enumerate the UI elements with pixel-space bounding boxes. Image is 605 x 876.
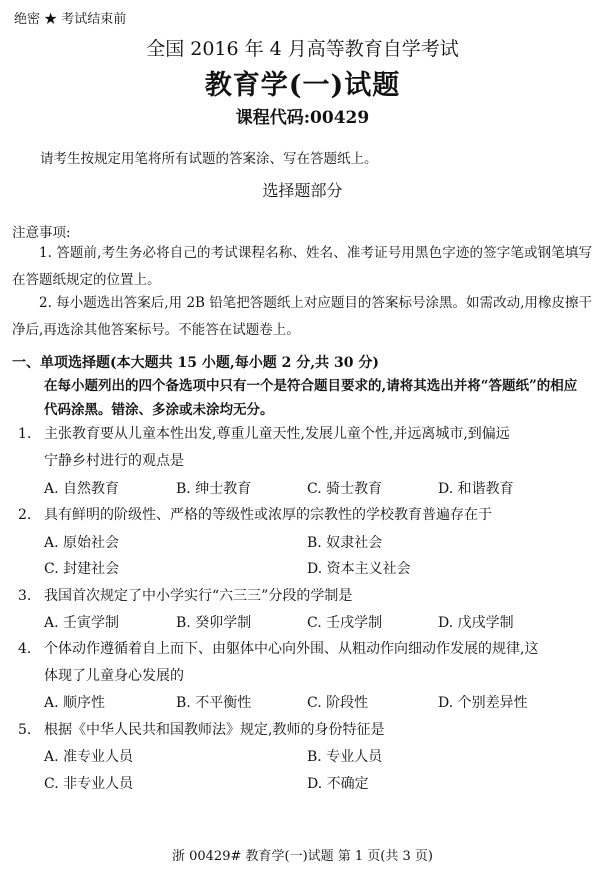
option-d: D. 个别差异性 [438,695,528,711]
question-stem [18,584,588,609]
question-text: 主张教育要从儿童本性出发,尊重儿童天性,发展儿童个性,并远离城市,到偏远 [44,426,510,442]
option-c: C. 非专业人员 [44,776,134,792]
question-text: 具有鲜明的阶级性、严格的等级性或浓厚的宗教性的学校教育普遍存在于 [44,507,492,523]
option-d: D. 不确定 [307,776,369,792]
option-b: B. 专业人员 [307,749,383,765]
option-b: B. 不平衡性 [176,695,252,711]
question-stem-cont: 宁静乡村进行的观点是 [44,453,184,469]
section-heading: 一、单项选择题(本大题共 15 小题,每小题 2 分,共 30 分) [12,355,379,371]
option-c: C. 封建社会 [44,561,120,577]
option-d: D. 戊戌学制 [438,615,514,631]
question-stem-cont: 体现了儿童身心发展的 [44,668,184,684]
question-number: 2. [18,507,32,523]
option-b: B. 绅士教育 [176,481,252,497]
question-stem [18,422,588,447]
option-d: D. 资本主义社会 [307,561,411,577]
question-text: 我国首次规定了中小学实行“六三三”分段的学制是 [44,588,353,604]
note-item: 2. 每小题选出答案后,用 2B 铅笔把答题纸上对应题目的答案标号涂黑。如需改动,用橡皮擦干净后,再选涂其他答案标号。不能答在试题卷上。 [12,295,592,338]
exam-title: 全国 2016 年 4 月高等教育自学考试 [146,38,459,60]
note-item: 1. 答题前,考生务必将自己的考试课程名称、姓名、准考证号用黑色字迹的签字笔或钢笔填写在答题纸规定的位置上。 [12,245,592,288]
notes-heading: 注意事项: [12,225,71,241]
question-stem [18,637,588,662]
question-number: 4. [18,641,32,657]
option-a: A. 顺序性 [44,695,106,711]
question-text: 个体动作遵循着自上而下、由躯体中心向外围、从粗动作向细动作发展的规律,这 [44,641,539,657]
option-c: C. 阶段性 [307,695,369,711]
answer-instruction: 请考生按规定用笔将所有试题的答案涂、写在答题纸上。 [40,151,378,167]
option-a: A. 自然教育 [44,481,120,497]
section-instruction: 在每小题列出的四个备选项中只有一个是符合题目要求的,请将其选出并将“答题纸”的相应代码涂黑。错涂、多涂或未涂均无分。 [44,378,578,418]
option-a: A. 壬寅学制 [44,615,120,631]
secret-mark: 绝密 ★ 考试结束前 [14,12,127,27]
option-d: D. 和谐教育 [438,481,514,497]
question-stem [18,503,588,528]
question-number: 1. [18,426,32,442]
part-title: 选择题部分 [262,181,343,200]
option-a: A. 原始社会 [44,535,120,551]
question-stem [18,718,588,743]
option-b: B. 奴隶社会 [307,535,383,551]
option-c: C. 骑士教育 [307,481,383,497]
question-number: 3. [18,588,32,604]
option-a: A. 准专业人员 [44,749,134,765]
subject-title: 教育学(一)试题 [204,70,401,101]
option-c: C. 壬戌学制 [307,615,383,631]
option-b: B. 癸卯学制 [176,615,252,631]
page-footer: 浙 00429# 教育学(一)试题 第 1 页(共 3 页) [171,849,433,864]
course-code: 课程代码:00429 [235,108,370,128]
question-text: 根据《中华人民共和国教师法》规定,教师的身份特征是 [44,722,385,738]
question-number: 5. [18,722,32,738]
